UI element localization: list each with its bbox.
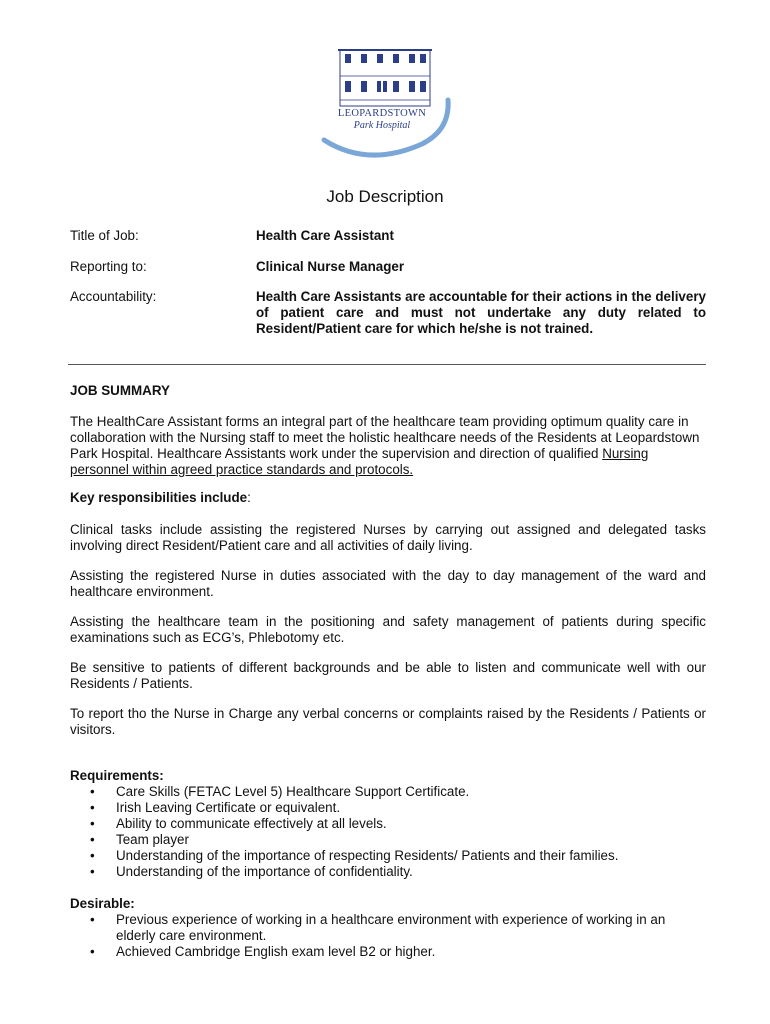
job-summary-text-part: The HealthCare Assistant forms an integral part of the healthcare team providing optimum quality care in collaboration with the Nursing staff to meet the holistic healthcare needs of the Residents at Leopardstown Park Hospital. Healthcare Assistants work under the supervision and direction of qualified — [70, 414, 700, 461]
list-item: • Irish Leaving Certificate or equivalent. — [70, 800, 706, 816]
list-item: • Previous experience of working in a healthcare environment with experience of working in an elderly care environment. — [70, 912, 706, 944]
responsibility-paragraph: Be sensitive to patients of different backgrounds and be able to listen and communicate well with our Residents / Patients. — [70, 660, 706, 691]
field-label: Title of Job: — [70, 228, 139, 243]
list-item: • Understanding of the importance of confidentiality. — [70, 864, 706, 880]
requirements-list — [70, 784, 706, 880]
field-label: Reporting to: — [70, 259, 147, 274]
list-item: • Team player — [70, 832, 706, 848]
job-summary-text — [70, 414, 706, 478]
responsibility-paragraph: Assisting the healthcare team in the positioning and safety management of patients during specific examinations such as ECG’s, Phlebotomy etc. — [70, 614, 706, 645]
logo-line-2: Park Hospital — [353, 120, 411, 131]
job-summary-heading: JOB SUMMARY — [70, 383, 170, 398]
list-item: • Ability to communicate effectively at all levels. — [70, 816, 706, 832]
responsibilities-colon: : — [247, 490, 251, 505]
desirable-list — [70, 912, 706, 960]
field-label: Accountability: — [70, 289, 157, 304]
job-summary-text-underlined: Nursing personnel within agreed practice standards and protocols. — [70, 446, 649, 477]
field-value: Health Care Assistant — [256, 228, 394, 243]
list-item: • Achieved Cambridge English exam level B2 or higher. — [70, 944, 706, 960]
logo-line-1: LEOPARDSTOWN — [337, 108, 427, 119]
field-value: Health Care Assistants are accountable for their actions in the delivery of patient care and must not undertake any duty related to Resident/Patient care for which he/she is not trained. — [256, 289, 706, 336]
responsibility-paragraph: Assisting the registered Nurse in duties associated with the day to day management of the ward and healthcare environment. — [70, 568, 706, 599]
responsibility-paragraph: To report tho the Nurse in Charge any verbal concerns or complaints raised by the Residents / Patients or visitors. — [70, 706, 706, 737]
desirable-heading: Desirable: — [70, 896, 135, 911]
document-title: Job Description — [326, 187, 444, 206]
list-item: • Care Skills (FETAC Level 5) Healthcare Support Certificate. — [70, 784, 706, 800]
list-item: • Understanding of the importance of respecting Residents/ Patients and their families. — [70, 848, 706, 864]
responsibilities-heading: Key responsibilities include — [70, 490, 248, 505]
responsibility-paragraph: Clinical tasks include assisting the registered Nurses by carrying out assigned and delegated tasks involving direct Resident/Patient care and all activities of daily living. — [70, 522, 706, 553]
hospital-logo — [318, 40, 458, 170]
field-value: Clinical Nurse Manager — [256, 259, 405, 274]
requirements-heading: Requirements: — [70, 768, 164, 783]
divider — [68, 364, 706, 365]
responsibilities-heading-line — [70, 490, 706, 506]
